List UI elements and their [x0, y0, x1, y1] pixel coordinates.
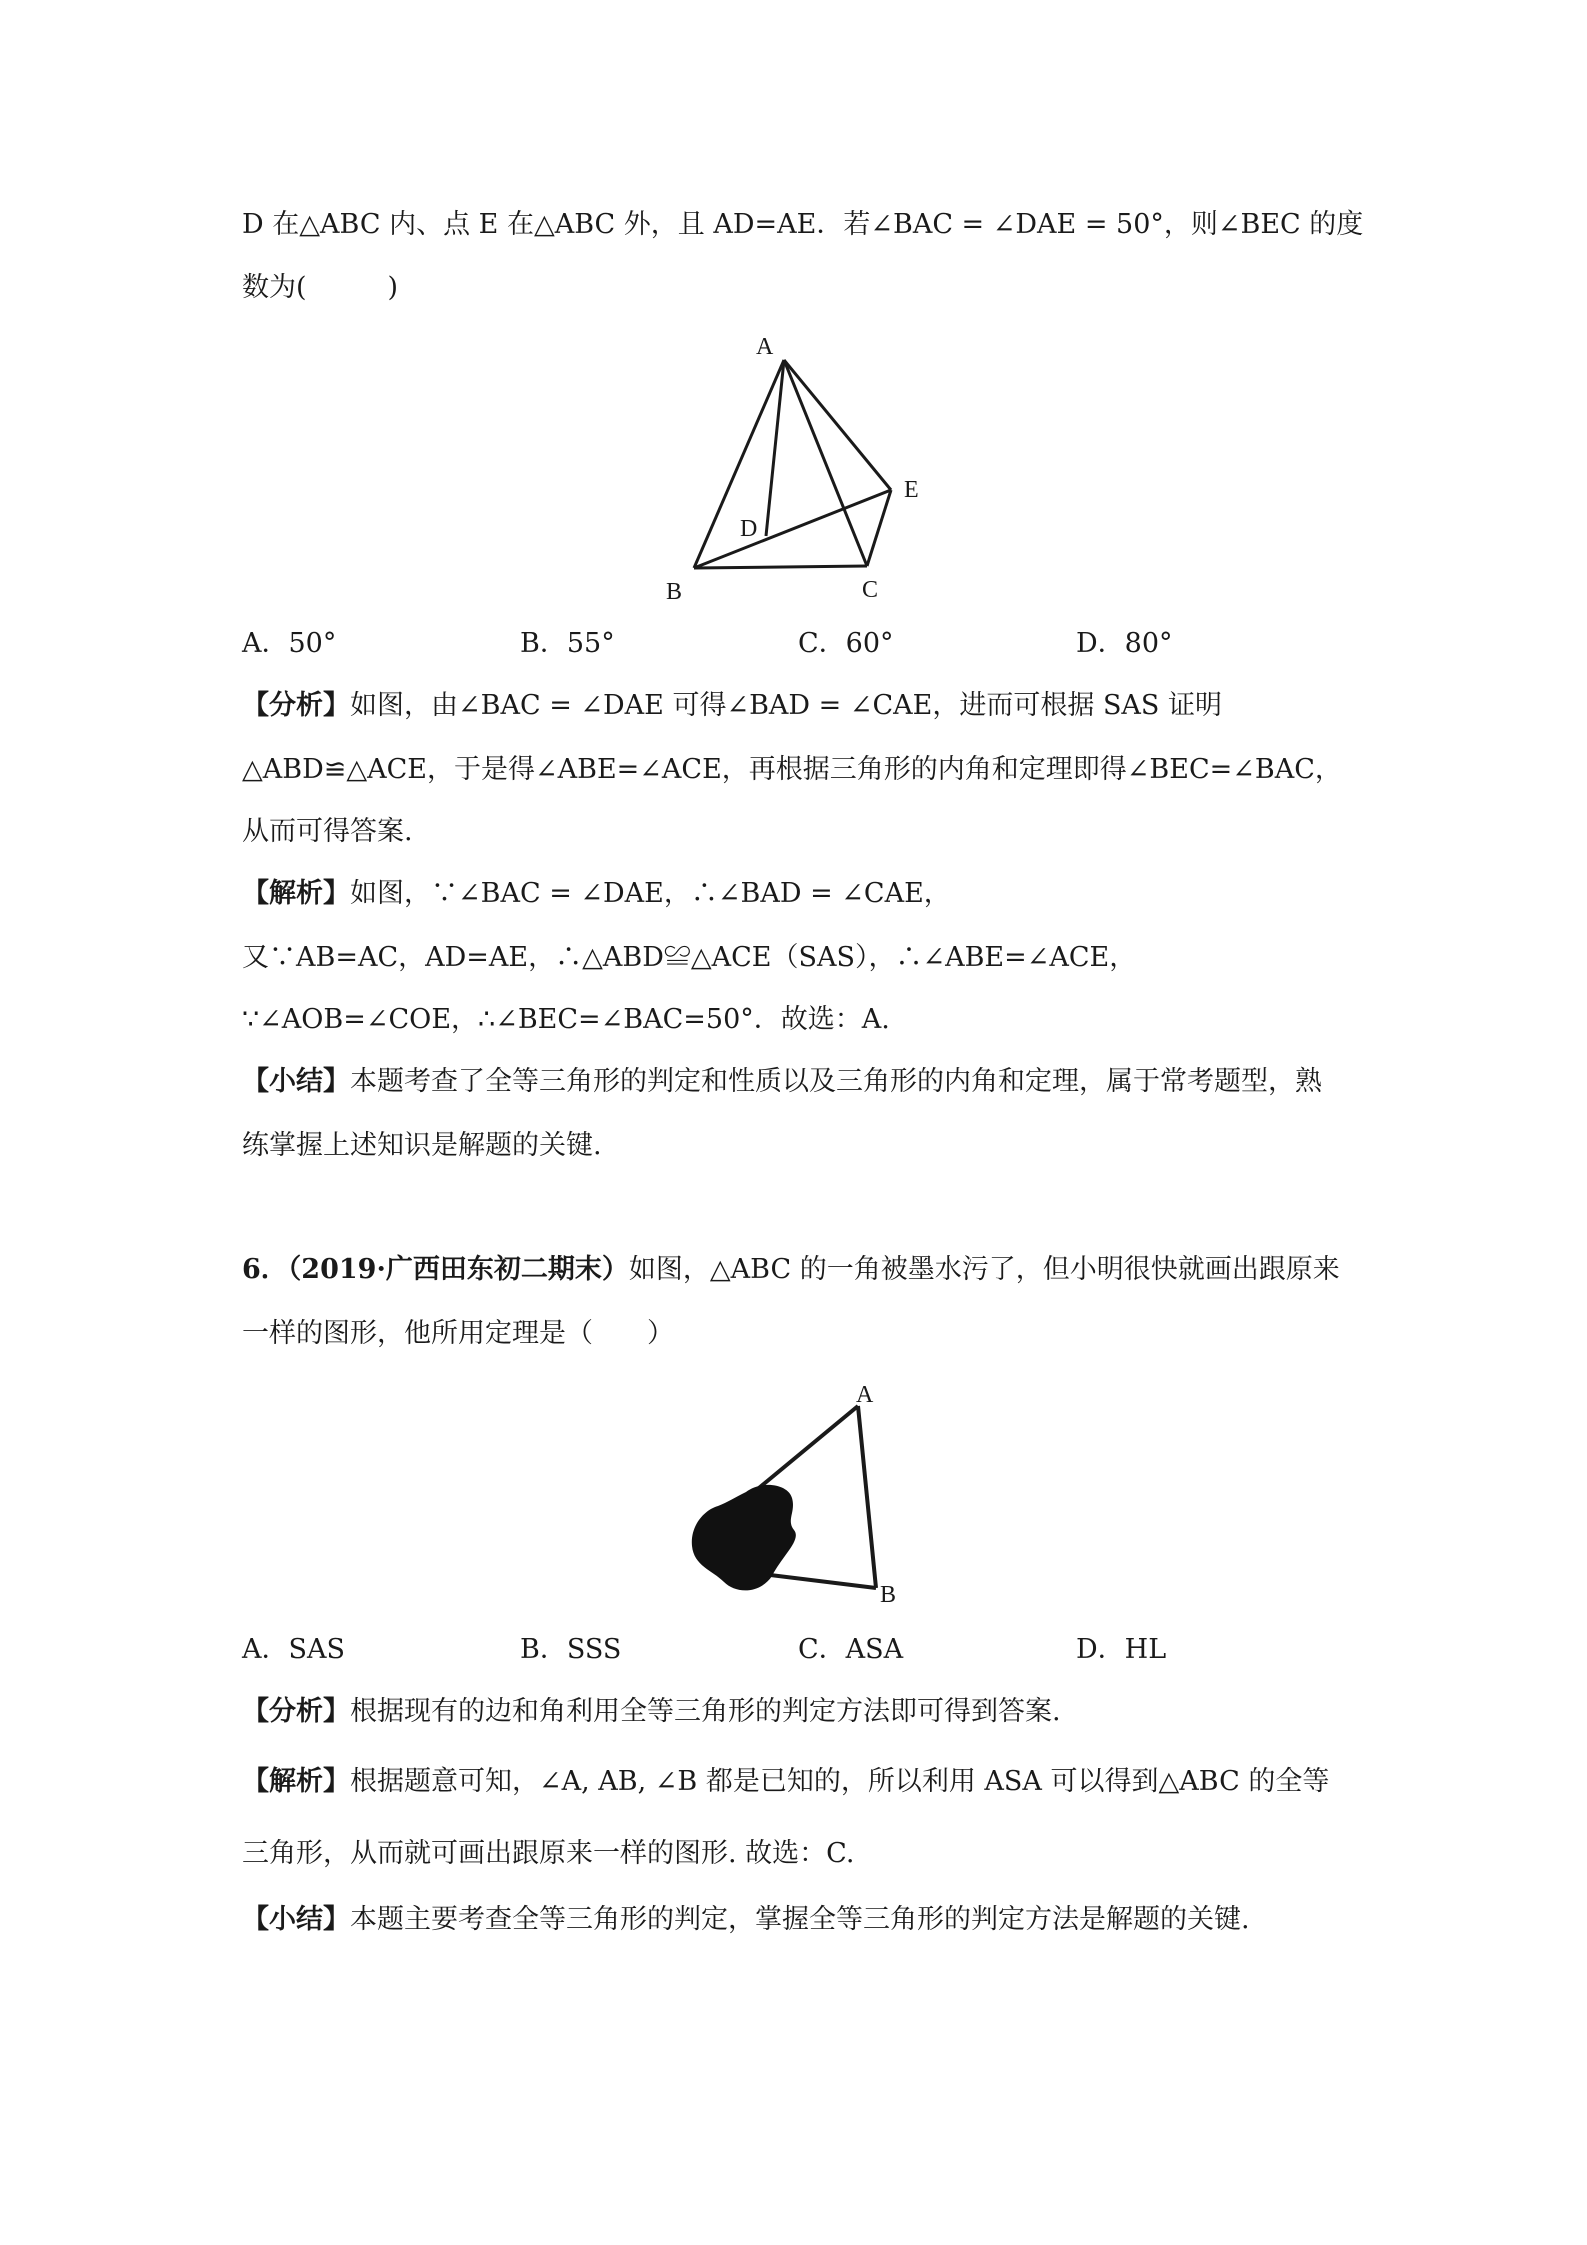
point-label-b: B: [666, 579, 683, 605]
solution-tag: 【解析】: [242, 878, 350, 909]
q6-source: （2019·广西田东初二期末）: [287, 1254, 629, 1285]
segment-bc: [694, 566, 867, 568]
q5-solution-line-3: ∵∠AOB=∠COE，∴∠BEC=∠BAC=50°．故选：A.: [242, 1004, 890, 1035]
point-label-a: A: [756, 334, 774, 360]
point-label-a: A: [856, 1382, 874, 1408]
q5-analysis-line-3: 从而可得答案.: [242, 816, 413, 847]
q5-solution-line-2: 又∵AB=AC，AD=AE，∴△ABD≌△ACE（SAS），∴∠ABE=∠ACE，: [242, 942, 1137, 973]
summary-tag: 【小结】: [242, 1904, 350, 1935]
q6-summary-line-1: 【小结】本题主要考查全等三角形的判定，掌握全等三角形的判定方法是解题的关键.: [242, 1904, 1250, 1935]
q5-option-a: A．50°: [242, 628, 337, 659]
q5-solution-line-1: 【解析】如图，∵∠BAC = ∠DAE，∴∠BAD = ∠CAE，: [242, 878, 951, 909]
q5-figure-triangle-diagram: [660, 330, 940, 610]
q6-option-b: B．SSS: [520, 1634, 622, 1665]
q6-analysis-line-1: 【分析】根据现有的边和角利用全等三角形的判定方法即可得到答案.: [242, 1696, 1061, 1727]
q5-option-d: D．80°: [1076, 628, 1173, 659]
analysis-tag: 【分析】: [242, 1696, 350, 1727]
point-label-b: B: [880, 1582, 897, 1608]
point-label-d: D: [740, 516, 758, 542]
q6-figure-ink-stained-triangle: [670, 1380, 910, 1620]
point-label-c: C: [862, 577, 879, 603]
q5-stem-line-2: 数为( ): [242, 272, 399, 303]
solution-tag: 【解析】: [242, 1766, 350, 1797]
summary-tag: 【小结】: [242, 1066, 350, 1097]
q5-option-b: B．55°: [520, 628, 615, 659]
q6-solution-line-2: 三角形，从而就可画出跟原来一样的图形. 故选：C.: [242, 1838, 855, 1869]
q5-stem-line-1: D 在△ABC 内、点 E 在△ABC 外，且 AD=AE．若∠BAC = ∠DAE = 50°，则∠BEC 的度: [242, 209, 1364, 240]
q6-option-a: A．SAS: [242, 1634, 345, 1665]
q5-summary-line-1: 【小结】本题考查了全等三角形的判定和性质以及三角形的内角和定理，属于常考题型，熟: [242, 1066, 1322, 1097]
q5-option-c: C．60°: [798, 628, 894, 659]
q6-solution-line-1: 【解析】根据题意可知，∠A, AB, ∠B 都是已知的，所以利用 ASA 可以得到△ABC 的全等: [242, 1766, 1330, 1797]
q6-option-d: D．HL: [1076, 1634, 1167, 1665]
q6-number: 6．: [242, 1254, 288, 1285]
segment-ab: [858, 1406, 876, 1588]
analysis-tag: 【分析】: [242, 690, 350, 721]
segment-ce: [867, 490, 891, 566]
q6-stem-line-2: 一样的图形，他所用定理是（ ）: [242, 1318, 674, 1349]
point-label-e: E: [904, 477, 919, 503]
q6-option-c: C．ASA: [798, 1634, 904, 1665]
q5-analysis-line-2: △ABD≌△ACE，于是得∠ABE=∠ACE，再根据三角形的内角和定理即得∠BEC=∠BAC，: [242, 754, 1342, 785]
segment-ae: [784, 360, 891, 490]
q5-analysis-line-1: 【分析】如图，由∠BAC = ∠DAE 可得∠BAD = ∠CAE，进而可根据 SAS 证明: [242, 690, 1223, 721]
segment-ad: [766, 360, 784, 536]
q6-stem-line-1: 6．（2019·广西田东初二期末）如图，△ABC 的一角被墨水污了，但小明很快就画出跟原来: [242, 1254, 1340, 1285]
segment-b-to-stain: [762, 1574, 876, 1588]
q5-summary-line-2: 练掌握上述知识是解题的关键.: [242, 1130, 602, 1161]
segment-ac: [784, 360, 867, 566]
